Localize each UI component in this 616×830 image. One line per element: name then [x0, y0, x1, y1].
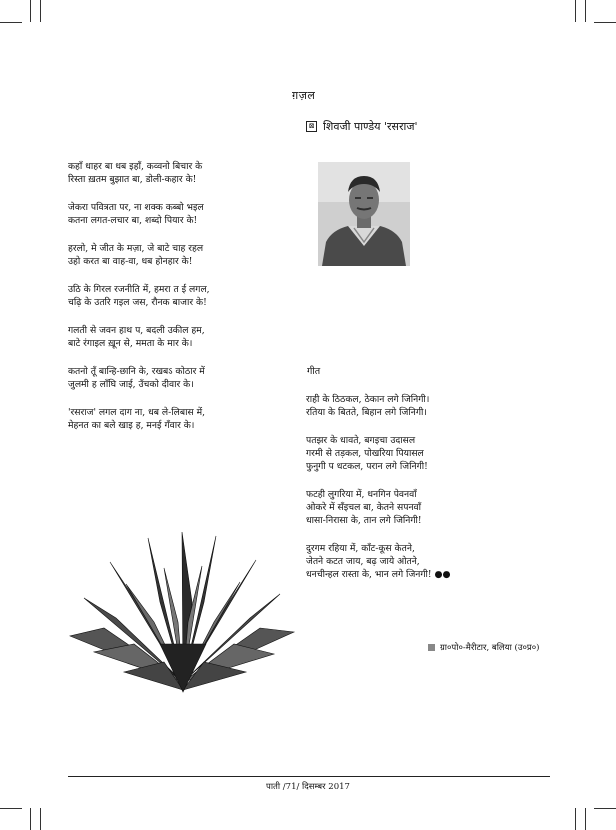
poem-line: फटही लुगरिया में, धनगिन पेवनवाँ — [306, 489, 417, 500]
crop-mark — [0, 808, 22, 809]
geet-stanza — [306, 488, 451, 527]
crop-mark — [40, 0, 41, 22]
poem-line: ओकरे में सँइचल बा, केतने सपनवाँ — [306, 502, 422, 513]
author-address — [428, 642, 539, 653]
poem-line: जेतने कटत जाय, बढ़ जाये ओतने, — [306, 556, 420, 567]
square-bullet-icon — [428, 644, 435, 651]
poem-line: बाटे रंगाइल ख़ून से, ममता के मार के। — [68, 338, 193, 349]
poem-line: जेकरा पवित्रता पर, ना शक्क कब्बो भइल — [68, 202, 204, 213]
poem-line: उहो करत बा वाह-वा, धब होनहार के! — [68, 256, 193, 267]
ghazal-text — [68, 160, 210, 447]
poem-line: गरमी से तड़कल, पोखरिया पियासल — [306, 448, 424, 459]
poem-title: ग़ज़ल — [292, 89, 316, 102]
crop-mark — [40, 808, 41, 830]
crop-mark — [594, 808, 616, 809]
portrait-image — [318, 162, 410, 266]
crop-mark — [585, 808, 586, 830]
address-text: ग्रा०पो०-मैरीटार, बलिया (उ०प्र०) — [440, 643, 540, 653]
crop-mark — [575, 0, 576, 22]
geet-stanza — [306, 542, 451, 581]
crop-mark — [0, 22, 22, 23]
poem-line: कतनो तूँ बान्हि-छानि के, रखबऽ कोठार में — [68, 366, 205, 377]
poem-line: दुरगम रहिया में, काँट-कूस केतने, — [306, 543, 415, 554]
poem-line: चढ़ि के उतरि गइल जस, रौनक बाजार के! — [68, 297, 207, 308]
poem-line: मेहनत का बले खाइ ह, मनई गँवार के। — [68, 420, 195, 431]
poem-line: गलती से जवन हाथ प, बदली उकील हम, — [68, 325, 205, 336]
footer-rule — [68, 776, 550, 777]
author-line — [306, 119, 418, 134]
agave-plant-icon — [64, 532, 302, 694]
poem-line: उठि के गिरल रजनीति में, हमरा त ई लगल, — [68, 284, 210, 295]
ghazal-stanza — [68, 365, 210, 391]
geet-heading: गीत — [307, 366, 321, 377]
poem-line: कतना लगत-लचार बा, शब्दो पियार के! — [68, 215, 198, 226]
agave-plant-illustration — [64, 532, 302, 694]
crop-mark — [594, 22, 616, 23]
poem-line: कहाँ धाहर बा धब इहाँ, कव्वनो बिचार के — [68, 161, 203, 172]
ghazal-stanza — [68, 406, 210, 432]
crop-mark — [585, 0, 586, 22]
crop-mark — [575, 808, 576, 830]
geet-stanza — [306, 393, 451, 419]
ghazal-stanza — [68, 160, 210, 186]
crop-mark — [30, 0, 31, 22]
poem-line: 'रसराज' लगल दाग ना, धब ले-लिबास में, — [68, 407, 206, 418]
poem-line: रतिया के बितते, बिहान लगे जिनिगी। — [306, 407, 427, 418]
poem-line: रिस्ता ख़तम बुझात बा, डोली-कहार के! — [68, 174, 197, 185]
poem-line: धासा-निरासा के, तान लगे जिनिगी! — [306, 515, 422, 526]
page-footer: पाती /71/ दिसम्बर 2017 — [266, 782, 350, 792]
poem-line: फुनुगी प धटकल, परान लगे जिनिगी! — [306, 461, 428, 472]
ghazal-stanza — [68, 283, 210, 309]
poem-line: राही के ठिठकल, ठेकान लगे जिनिगी। — [306, 394, 430, 405]
author-name: शिवजी पाण्डेय 'रसराज' — [323, 120, 418, 133]
ghazal-stanza — [68, 242, 210, 268]
poem-line: जुलमी ह लाँघि जाई, उँचको दीवार के। — [68, 379, 194, 390]
author-photo — [318, 162, 410, 266]
ghazal-stanza — [68, 324, 210, 350]
author-marker-icon: ⊠ — [306, 121, 317, 132]
poem-line: पतझर के धावते, बगइचा उदासल — [306, 435, 416, 446]
crop-mark — [30, 808, 31, 830]
poem-line: हरलो, मे जीत के मज़ा, जे बाटे चाह रहल — [68, 243, 204, 254]
poem-line: धनचीन्हल रास्ता के, भान लगे जिनगी! ●● — [306, 569, 451, 580]
ghazal-stanza — [68, 201, 210, 227]
geet-text — [306, 393, 451, 596]
geet-stanza — [306, 434, 451, 473]
